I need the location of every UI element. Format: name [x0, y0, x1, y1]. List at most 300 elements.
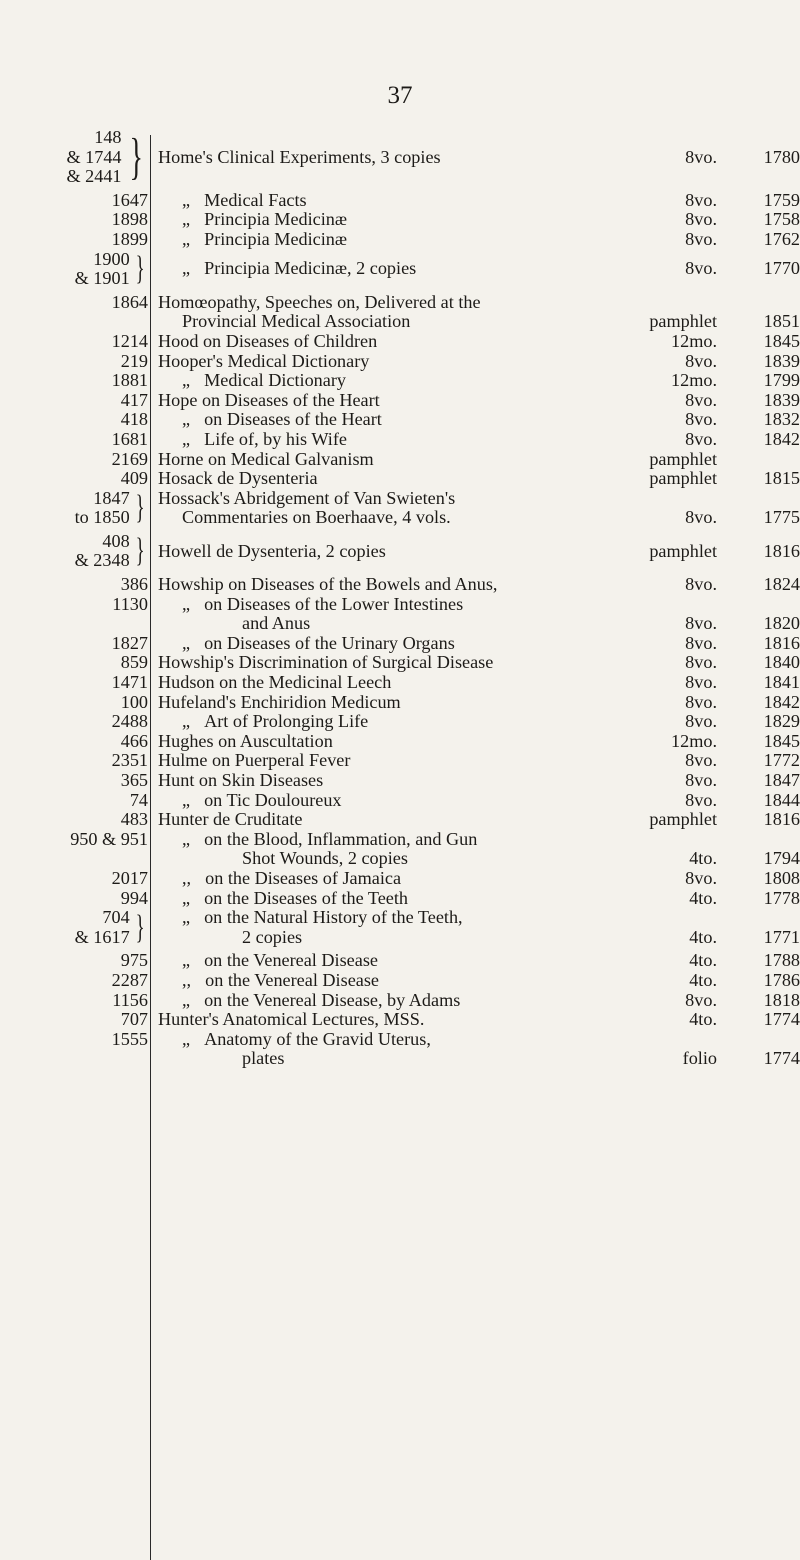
catalog-entry: [0, 391, 800, 411]
ditto-mark: „: [182, 887, 191, 908]
shelf-number: [0, 450, 150, 470]
entry-line: [158, 810, 800, 830]
entry-title-text: Hood on Diseases of Children: [158, 330, 378, 351]
entry-text: [150, 830, 800, 869]
entry-format: 8vo.: [685, 711, 717, 732]
shelf-number-line: 74: [129, 789, 148, 810]
shelf-number: [0, 293, 150, 313]
entry-format: 4to.: [689, 926, 717, 947]
entry-title-text: on the Diseases of Jamaica: [205, 867, 402, 888]
shelf-number: [0, 732, 150, 752]
shelf-number-line: & 1901: [74, 268, 130, 289]
entry-year: 1774: [763, 1009, 800, 1030]
entry-format: 8vo.: [685, 428, 717, 449]
shelf-number: [0, 751, 150, 771]
entry-title-text: Hunter's Anatomical Lectures, MSS.: [158, 1009, 425, 1030]
entry-text: [150, 673, 800, 693]
entry-year: 1840: [763, 652, 800, 673]
entry-text: [150, 908, 800, 947]
entry-line: [158, 830, 800, 850]
entry-title-text: Hosack de Dysenteria: [158, 468, 318, 489]
brace: }: [129, 128, 143, 185]
entry-format: 8vo.: [685, 652, 717, 673]
catalog-entry: [0, 230, 800, 250]
entry-year: 1808: [763, 867, 800, 888]
entry-title-text: Howship on Diseases of the Bowels and Anus,: [158, 574, 498, 595]
shelf-number: [0, 830, 150, 850]
entry-year: 1762: [763, 228, 800, 249]
entry-title: [158, 1049, 683, 1069]
entry-title-text: Anatomy of the Gravid Uterus,: [204, 1028, 431, 1049]
entry-line: [158, 575, 800, 595]
entry-format: 12mo.: [671, 730, 717, 751]
entry-year: 1770: [763, 258, 800, 279]
catalog-entry: [0, 430, 800, 450]
entry-line: [158, 430, 800, 450]
entry-title: [158, 312, 649, 332]
entry-format: pamphlet: [649, 311, 717, 332]
shelf-number: [0, 489, 150, 528]
shelf-number: [0, 250, 150, 289]
entry-line: [158, 371, 800, 391]
entry-title: [158, 971, 689, 991]
catalog-entry: [0, 889, 800, 909]
shelf-number-line: 409: [120, 468, 148, 489]
entry-title: [158, 908, 717, 928]
entry-line: [158, 869, 800, 889]
ditto-mark: „: [182, 711, 191, 732]
entry-title-text: Hooper's Medical Dictionary: [158, 350, 370, 371]
shelf-number: [0, 128, 150, 187]
entry-title-text: Shot Wounds, 2 copies: [242, 848, 408, 869]
catalog-entry: [0, 830, 800, 869]
entry-line: [158, 148, 800, 168]
entry-title-text: Principia Medicinæ: [204, 228, 348, 249]
catalog-entry: [0, 951, 800, 971]
entry-title-text: and Anus: [242, 613, 311, 634]
entry-line: [158, 673, 800, 693]
entry-title: [158, 352, 685, 372]
shelf-number-line: 1827: [111, 632, 148, 653]
entry-line: [158, 751, 800, 771]
ditto-mark: „: [182, 828, 191, 849]
shelf-number-line: 1881: [111, 370, 148, 391]
entry-title-text: Homœopathy, Speeches on, Delivered at the: [158, 291, 481, 312]
entry-title-text: Hunt on Skin Diseases: [158, 770, 324, 790]
entry-year: 1759: [763, 189, 800, 210]
entry-text: [150, 634, 800, 654]
entry-line: [158, 489, 800, 509]
ditto-mark: „: [182, 228, 191, 249]
shelf-number: [0, 810, 150, 830]
shelf-number-line: 148: [94, 127, 122, 147]
ditto-mark: ,,: [182, 969, 192, 990]
ditto-mark: „: [182, 989, 191, 1010]
entry-line: [158, 352, 800, 372]
shelf-number: [0, 951, 150, 971]
shelf-number: [0, 791, 150, 811]
catalog-entry: [0, 450, 800, 470]
entry-year: 1844: [763, 789, 800, 810]
entry-title-text: on the Venereal Disease: [204, 950, 378, 971]
shelf-number: [0, 991, 150, 1011]
entry-title: [158, 410, 685, 430]
entry-title: [158, 371, 671, 391]
entry-year: 1842: [763, 691, 800, 712]
catalog-entry: [0, 352, 800, 372]
entry-text: [150, 430, 800, 450]
catalog-entry: [0, 469, 800, 489]
entry-title-text: Medical Facts: [204, 189, 307, 210]
shelf-number: [0, 712, 150, 732]
entry-title: [158, 634, 685, 654]
catalog-entry: [0, 1010, 800, 1030]
shelf-number: [0, 532, 150, 571]
entry-line: [158, 614, 800, 634]
entry-title: [158, 469, 649, 489]
brace: }: [135, 489, 145, 527]
entry-format: 12mo.: [671, 370, 717, 391]
entry-format: 8vo.: [685, 258, 717, 279]
entry-format: 8vo.: [685, 189, 717, 210]
entry-title: [158, 653, 685, 673]
entry-text: [150, 771, 800, 791]
entry-title: [158, 191, 685, 211]
entry-format: 8vo.: [685, 613, 717, 634]
entry-line: [158, 849, 800, 869]
entry-title: [158, 575, 685, 595]
shelf-number-line: 1900: [93, 248, 130, 269]
entry-text: [150, 250, 800, 279]
entry-title: [158, 1030, 717, 1050]
entry-format: 8vo.: [685, 750, 717, 771]
entry-text: [150, 751, 800, 771]
entry-title-text: on the Blood, Inflammation, and Gun: [204, 828, 478, 849]
shelf-number-line: 466: [120, 730, 148, 751]
entry-year: 1772: [763, 750, 800, 771]
shelf-number-line: 1130: [112, 593, 148, 614]
entry-format: 4to.: [689, 969, 717, 990]
entry-text: [150, 693, 800, 713]
shelf-number: [0, 210, 150, 230]
shelf-number: [0, 889, 150, 909]
catalog-entry: [0, 712, 800, 732]
ditto-mark: „: [182, 1028, 191, 1049]
shelf-number-line: 483: [120, 809, 148, 830]
entry-line: [158, 712, 800, 732]
shelf-number: [0, 1010, 150, 1030]
shelf-number-line: 1681: [111, 428, 148, 449]
entry-text: [150, 889, 800, 909]
entry-line: [158, 951, 800, 971]
shelf-number: [0, 653, 150, 673]
entry-text: [150, 352, 800, 372]
entry-format: 8vo.: [685, 209, 717, 230]
entry-text: [150, 128, 800, 167]
entry-title: [158, 430, 685, 450]
entry-line: [158, 210, 800, 230]
entry-line: [158, 791, 800, 811]
catalog-entry: [0, 693, 800, 713]
catalog-entry: [0, 332, 800, 352]
entry-year: 1816: [763, 540, 800, 561]
shelf-number-line: 1647: [111, 189, 148, 210]
entry-title-text: Hulme on Puerperal Fever: [158, 750, 351, 771]
entry-title-text: on Tic Douloureux: [204, 789, 342, 810]
catalog-entry: [0, 908, 800, 947]
entry-title: [158, 849, 689, 869]
entry-year: 1786: [763, 969, 800, 990]
entry-line: [158, 634, 800, 654]
shelf-number: [0, 908, 150, 947]
entry-title-text: on the Venereal Disease: [205, 969, 379, 990]
catalog-entry: [0, 791, 800, 811]
shelf-number-line: 704: [102, 907, 130, 928]
shelf-number-line: 859: [120, 652, 148, 673]
ditto-mark: „: [182, 907, 191, 928]
entry-title-text: on the Natural History of the Teeth,: [204, 907, 463, 928]
ditto-mark: ,,: [182, 867, 192, 888]
entry-year: 1799: [763, 370, 800, 391]
entry-format: 8vo.: [685, 409, 717, 430]
entry-title-text: Hunter de Cruditate: [158, 809, 303, 830]
entry-line: [158, 1030, 800, 1050]
shelf-number: [0, 410, 150, 430]
entry-title-text: Hughes on Auscultation: [158, 730, 333, 751]
entry-year: 1829: [763, 711, 800, 732]
ditto-mark: „: [182, 189, 191, 210]
entry-title-text: 2 copies: [242, 926, 303, 947]
shelf-number-line: 2169: [111, 448, 148, 469]
entry-text: [150, 595, 800, 634]
shelf-number-line: 418: [120, 409, 148, 430]
catalog-entry: [0, 991, 800, 1011]
entry-format: 4to.: [689, 887, 717, 908]
catalog-entry: [0, 250, 800, 289]
ditto-mark: „: [182, 632, 191, 653]
shelf-number-line: 1471: [111, 672, 148, 693]
entry-title: [158, 810, 649, 830]
shelf-number-line: 417: [120, 389, 148, 410]
shelf-number: [0, 1030, 150, 1050]
entry-title: [158, 391, 685, 411]
shelf-number-line: 408: [102, 530, 130, 551]
entry-title: [158, 791, 685, 811]
catalog-entry: [0, 771, 800, 791]
entry-title-text: Howship's Discrimination of Surgical Disease: [158, 652, 494, 673]
ditto-mark: „: [182, 593, 191, 614]
catalog-list: [0, 128, 800, 1069]
catalog-entry: [0, 653, 800, 673]
entry-title-text: Hufeland's Enchiridion Medicum: [158, 691, 401, 712]
brace: }: [135, 532, 145, 570]
entry-format: 8vo.: [685, 789, 717, 810]
entry-format: folio: [682, 1048, 717, 1069]
entry-format: 8vo.: [685, 228, 717, 249]
entry-format: 4to.: [689, 848, 717, 869]
entry-year: 1778: [763, 887, 800, 908]
entry-year: 1839: [763, 350, 800, 371]
entry-title-text: on Diseases of the Urinary Organs: [204, 632, 455, 653]
shelf-number-line: to 1850: [74, 507, 130, 528]
entry-title: [158, 450, 649, 470]
catalog-entry: [0, 128, 800, 187]
ditto-mark: „: [182, 428, 191, 449]
entry-text: [150, 293, 800, 332]
entry-format: 12mo.: [671, 330, 717, 351]
catalog-entry: [0, 1030, 800, 1069]
shelf-number: [0, 693, 150, 713]
entry-line: [158, 971, 800, 991]
shelf-number: [0, 469, 150, 489]
entry-title: [158, 542, 649, 562]
catalog-entry: [0, 210, 800, 230]
ditto-mark: „: [182, 258, 191, 279]
entry-title-text: on the Venereal Disease, by Adams: [204, 989, 461, 1010]
entry-text: [150, 575, 800, 595]
shelf-number-line: & 1617: [74, 926, 130, 947]
shelf-number-line: 365: [120, 770, 148, 790]
entry-format: 8vo.: [685, 574, 717, 595]
entry-year: 1816: [763, 632, 800, 653]
entry-line: [158, 410, 800, 430]
entry-year: 1824: [763, 574, 800, 595]
entry-format: 8vo.: [685, 691, 717, 712]
shelf-number-line: 1899: [111, 228, 148, 249]
catalog-entry: [0, 410, 800, 430]
entry-text: [150, 951, 800, 971]
entry-format: 8vo.: [685, 507, 717, 528]
entry-text: [150, 410, 800, 430]
entry-format: 8vo.: [685, 146, 717, 167]
shelf-number: [0, 230, 150, 250]
entry-line: [158, 191, 800, 211]
entry-line: [158, 391, 800, 411]
brace: }: [135, 908, 145, 946]
entry-format: pamphlet: [649, 468, 717, 489]
shelf-number-line: 975: [120, 950, 148, 971]
shelf-number-line: 386: [120, 574, 148, 595]
entry-title: [158, 771, 685, 791]
entry-text: [150, 210, 800, 230]
ditto-mark: „: [182, 370, 191, 391]
entry-line: [158, 1010, 800, 1030]
entry-text: [150, 230, 800, 250]
entry-year: 1816: [763, 809, 800, 830]
catalog-entry: [0, 732, 800, 752]
shelf-number-line: & 2441: [66, 166, 122, 187]
shelf-number-line: 219: [120, 350, 148, 371]
entry-title: [158, 489, 717, 509]
shelf-number-line: 1864: [111, 291, 148, 312]
entry-title-text: Art of Prolonging Life: [204, 711, 369, 732]
entry-text: [150, 791, 800, 811]
shelf-number: [0, 634, 150, 654]
entry-title: [158, 732, 671, 752]
entry-text: [150, 869, 800, 889]
shelf-number-line: 950 & 951: [70, 828, 148, 849]
shelf-number-line: 1156: [112, 989, 148, 1010]
entry-line: [158, 693, 800, 713]
entry-text: [150, 371, 800, 391]
shelf-number-line: 1847: [93, 487, 130, 508]
entry-text: [150, 1030, 800, 1069]
entry-line: [158, 908, 800, 928]
catalog-entry: [0, 575, 800, 595]
entry-text: [150, 810, 800, 830]
entry-title: [158, 230, 685, 250]
entry-title: [158, 928, 689, 948]
entry-title: [158, 1010, 689, 1030]
shelf-number: [0, 771, 150, 791]
entry-text: [150, 991, 800, 1011]
entry-year: 1771: [763, 926, 800, 947]
entry-line: [158, 469, 800, 489]
catalog-entry: [0, 532, 800, 571]
entry-format: pamphlet: [649, 448, 717, 469]
shelf-number-line: 2351: [111, 750, 148, 771]
entry-format: 8vo.: [685, 867, 717, 888]
entry-text: [150, 653, 800, 673]
entry-line: [158, 991, 800, 1011]
shelf-number: [0, 971, 150, 991]
entry-year: 1758: [763, 209, 800, 230]
entry-text: [150, 971, 800, 991]
entry-title-text: Hudson on the Medicinal Leech: [158, 672, 392, 693]
entry-line: [158, 542, 800, 562]
shelf-number-line: & 2348: [74, 550, 130, 571]
page-number: 37: [387, 82, 413, 109]
entry-line: [158, 508, 800, 528]
entry-title: [158, 889, 689, 909]
entry-year: 1847: [763, 770, 800, 790]
entry-title-text: Provincial Medical Association: [182, 311, 411, 332]
shelf-number-line: 2488: [111, 711, 148, 732]
entry-format: 8vo.: [685, 770, 717, 790]
entry-title: [158, 259, 685, 279]
entry-line: [158, 293, 800, 313]
entry-text: [150, 712, 800, 732]
entry-text: [150, 332, 800, 352]
entry-line: [158, 332, 800, 352]
entry-format: 8vo.: [685, 672, 717, 693]
entry-line: [158, 653, 800, 673]
catalog-entry: [0, 971, 800, 991]
entry-title-text: Commentaries on Boerhaave, 4 vols.: [182, 507, 451, 528]
entry-title: [158, 830, 717, 850]
entry-title: [158, 508, 685, 528]
entry-text: [150, 391, 800, 411]
entry-line: [158, 889, 800, 909]
entry-year: 1815: [763, 468, 800, 489]
entry-title: [158, 614, 685, 634]
entry-title-text: on Diseases of the Heart: [204, 409, 382, 430]
entry-title-text: Howell de Dysenteria, 2 copies: [158, 540, 386, 561]
ditto-mark: „: [182, 789, 191, 810]
entry-title-text: Hossack's Abridgement of Van Swieten's: [158, 487, 456, 508]
entry-line: [158, 732, 800, 752]
entry-text: [150, 732, 800, 752]
entry-line: [158, 230, 800, 250]
entry-text: [150, 532, 800, 561]
entry-year: 1794: [763, 848, 800, 869]
catalog-entry: [0, 191, 800, 211]
entry-title: [158, 693, 685, 713]
ditto-mark: „: [182, 409, 191, 430]
entry-title-text: plates: [242, 1048, 285, 1069]
entry-year: 1842: [763, 428, 800, 449]
entry-year: 1775: [763, 507, 800, 528]
